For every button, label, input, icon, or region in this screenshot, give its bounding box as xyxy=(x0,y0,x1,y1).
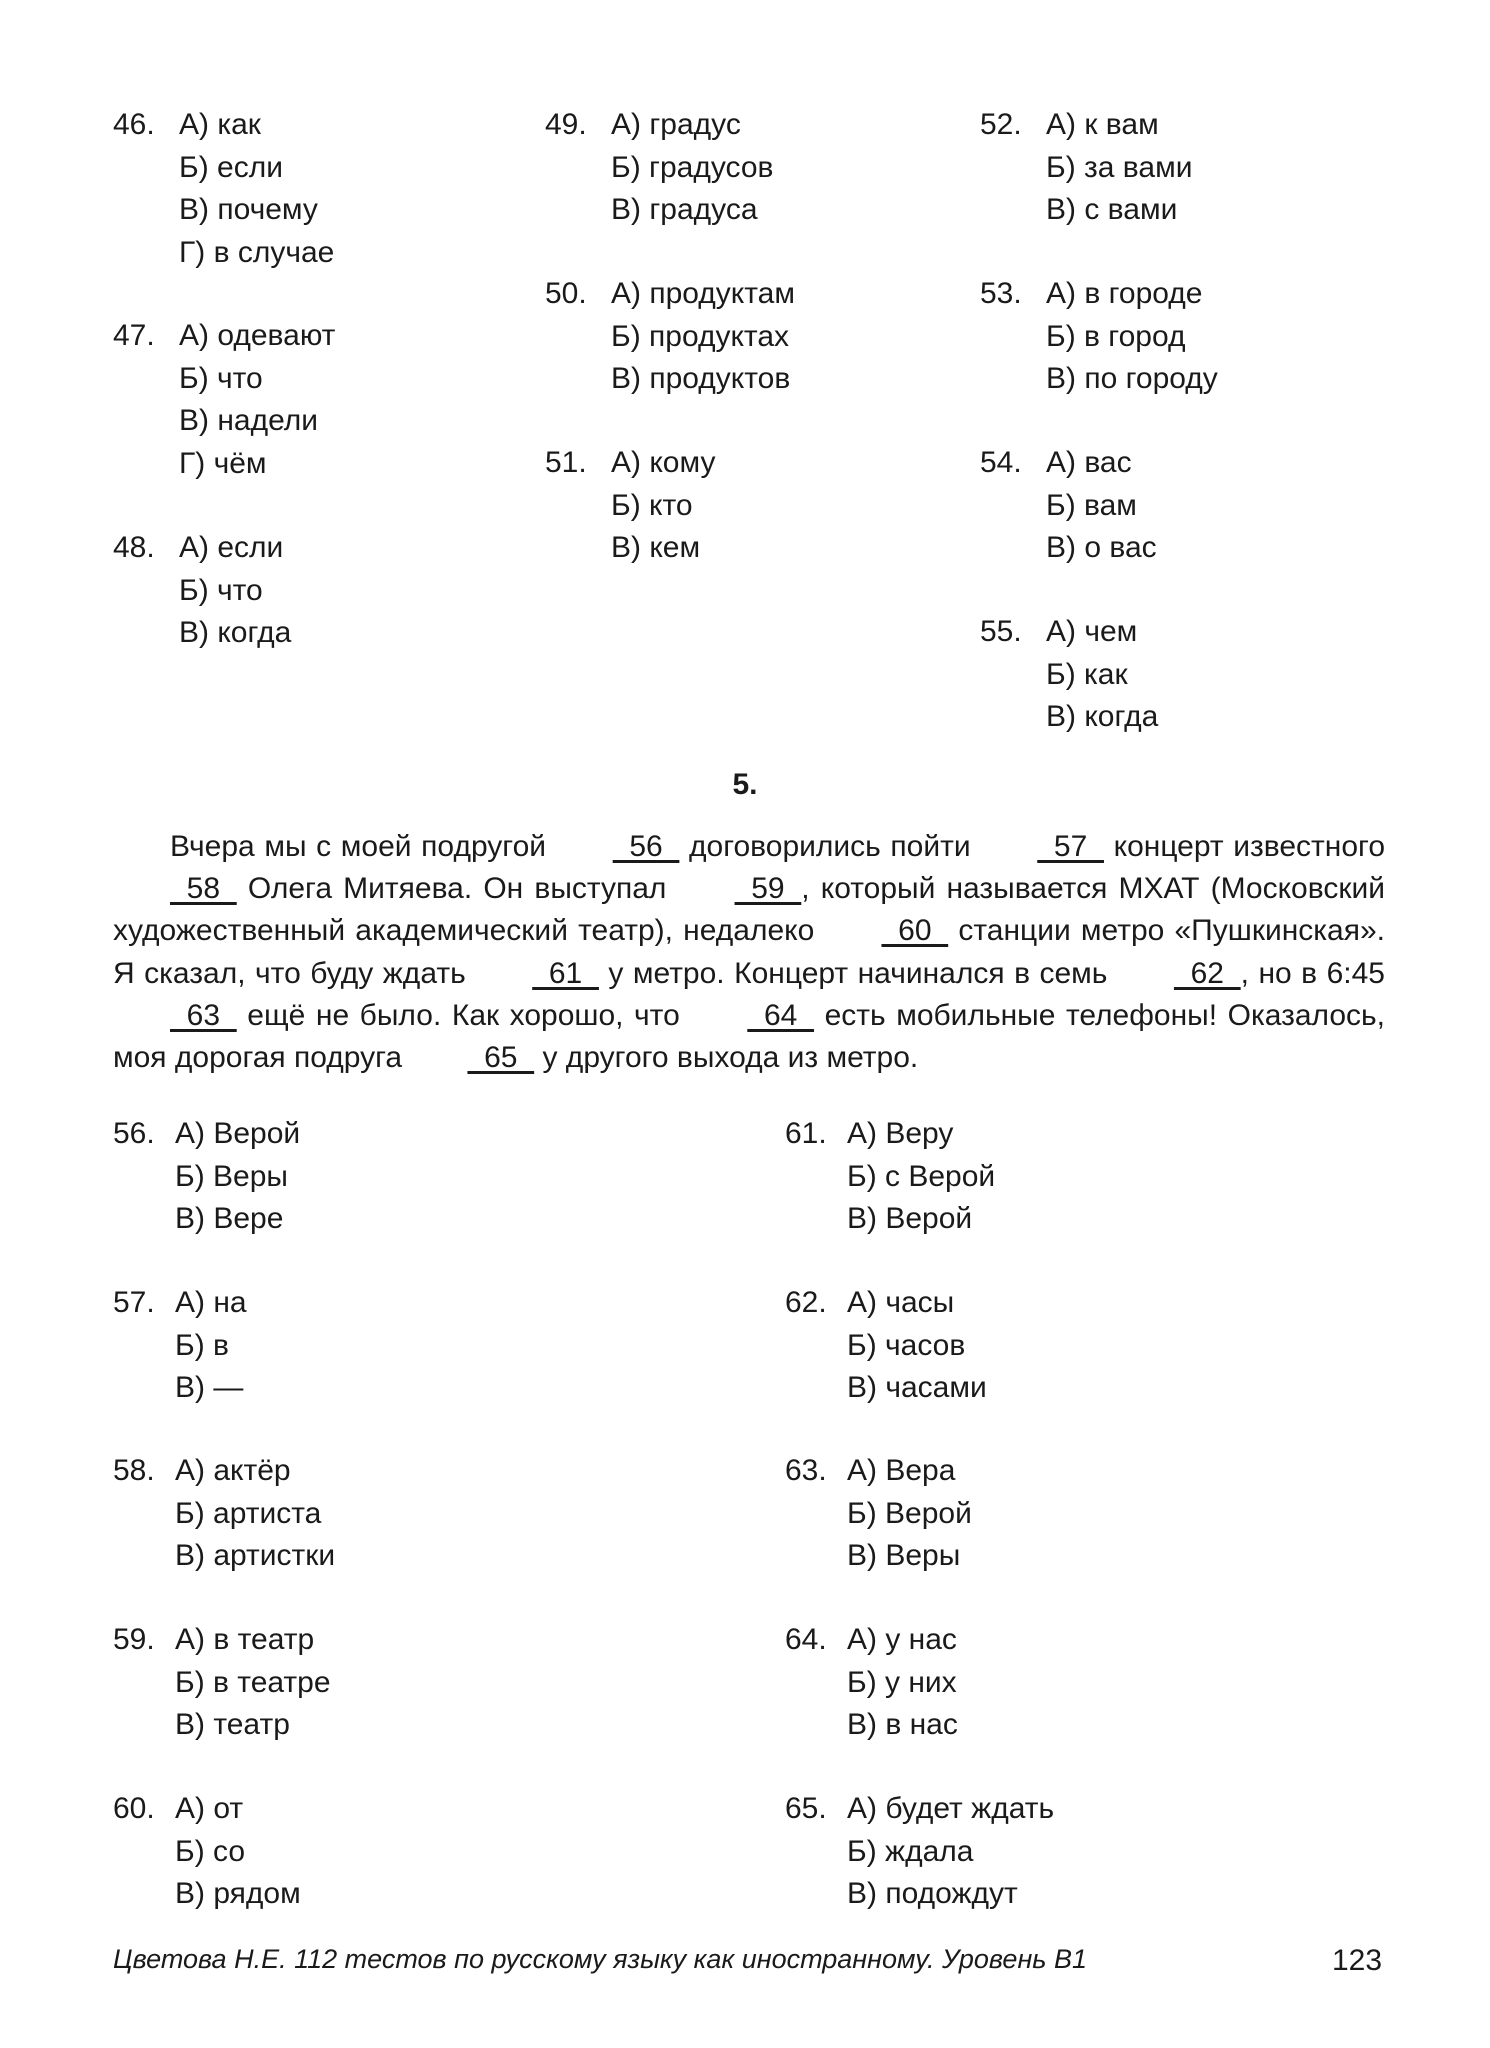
answer-options xyxy=(179,104,334,274)
answer-option: В) по городу xyxy=(1046,362,1218,395)
blank-57: 57 xyxy=(1037,830,1104,863)
blank-61: 61 xyxy=(532,956,599,990)
passage-text-segment: ещё не было. Как хорошо, что xyxy=(236,998,691,1032)
answer-option: Б) градусов xyxy=(611,150,774,184)
question-60 xyxy=(113,1788,301,1916)
question-54 xyxy=(980,442,1157,570)
question-number: 63. xyxy=(785,1454,827,1487)
question-number: 54. xyxy=(980,446,1022,479)
answer-options xyxy=(179,527,291,655)
answer-option: Б) в город xyxy=(1046,319,1186,353)
question-58 xyxy=(113,1450,335,1578)
answer-options xyxy=(847,1113,995,1241)
answer-option: Б) вам xyxy=(1046,488,1137,522)
question-number: 52. xyxy=(980,108,1022,141)
question-number: 56. xyxy=(113,1117,155,1150)
question-number: 55. xyxy=(980,615,1022,648)
question-number: 61. xyxy=(785,1117,827,1150)
question-63 xyxy=(785,1450,972,1578)
blank-64: 64 xyxy=(747,998,815,1032)
answer-option: В) Верой xyxy=(847,1202,973,1235)
answer-option: А) кому xyxy=(611,446,716,479)
answer-option: Б) у них xyxy=(847,1665,957,1699)
answer-option: А) в городе xyxy=(1046,277,1203,310)
answer-option: Б) если xyxy=(179,150,283,184)
answer-option: В) с вами xyxy=(1046,193,1178,226)
question-49 xyxy=(545,104,773,232)
answer-option: В) почему xyxy=(179,193,318,226)
question-64 xyxy=(785,1619,958,1747)
passage-text xyxy=(113,826,1385,1079)
answer-option: В) в нас xyxy=(847,1708,958,1741)
answer-option: В) театр xyxy=(175,1708,290,1741)
answer-options xyxy=(847,1282,987,1410)
question-50 xyxy=(545,273,795,401)
answer-option: А) если xyxy=(179,531,284,564)
question-46 xyxy=(113,104,334,274)
answer-option: В) кем xyxy=(611,531,701,564)
answer-option: А) продуктам xyxy=(611,277,795,310)
answer-option: Б) кто xyxy=(611,488,693,522)
question-47 xyxy=(113,315,335,485)
answer-options xyxy=(1046,273,1218,401)
answer-option: Г) чём xyxy=(179,446,267,480)
blank-65: 65 xyxy=(467,1041,535,1075)
answer-option: А) вас xyxy=(1046,446,1132,479)
answer-option: А) Верой xyxy=(175,1117,301,1150)
answer-option: А) часы xyxy=(847,1286,955,1319)
answer-option: В) Веры xyxy=(847,1539,961,1572)
question-number: 59. xyxy=(113,1623,155,1656)
page-number: 123 xyxy=(1332,1944,1383,1977)
question-number: 57. xyxy=(113,1286,155,1319)
answer-option: В) подождут xyxy=(847,1877,1018,1910)
answer-option: В) артистки xyxy=(175,1539,336,1572)
question-number: 62. xyxy=(785,1286,827,1319)
question-number: 51. xyxy=(545,446,587,479)
answer-option: Б) артиста xyxy=(175,1496,322,1530)
answer-option: В) надели xyxy=(179,404,319,437)
answer-option: В) градуса xyxy=(611,193,758,226)
question-59 xyxy=(113,1619,331,1747)
answer-option: Б) с Верой xyxy=(847,1159,996,1193)
answer-option: А) на xyxy=(175,1286,247,1319)
question-53 xyxy=(980,273,1218,401)
passage-text-segment: Олега Митяева. Он выступал xyxy=(236,872,678,906)
answer-options xyxy=(847,1450,972,1578)
answer-option: Б) как xyxy=(1046,657,1128,691)
blank-62: 62 xyxy=(1173,956,1241,990)
answer-option: В) когда xyxy=(1046,700,1159,733)
answer-option: Б) что xyxy=(179,361,263,395)
question-number: 49. xyxy=(545,108,587,141)
question-number: 48. xyxy=(113,531,155,564)
answer-option: Г) в случае xyxy=(179,235,335,269)
answer-option: А) в театр xyxy=(175,1623,315,1656)
answer-option: А) чем xyxy=(1046,615,1138,648)
question-57 xyxy=(113,1282,247,1410)
blank-58: 58 xyxy=(170,872,237,906)
answer-options xyxy=(175,1450,335,1578)
answer-option: Б) что xyxy=(179,573,263,607)
answer-options xyxy=(1046,442,1157,570)
answer-options xyxy=(611,442,715,570)
question-number: 47. xyxy=(113,319,155,352)
passage-text-segment: у другого выхода из метро. xyxy=(534,1041,919,1075)
question-number: 60. xyxy=(113,1792,155,1825)
question-number: 46. xyxy=(113,108,155,141)
answer-option: Б) часов xyxy=(847,1328,966,1362)
answer-options xyxy=(179,315,335,485)
passage-text-segment: концерт известного xyxy=(1103,830,1386,863)
question-number: 65. xyxy=(785,1792,827,1825)
answer-option: Б) в театре xyxy=(175,1665,331,1699)
question-52 xyxy=(980,104,1192,232)
passage-text-segment: есть мобильные телефоны! Оказалось, моя дорогая подруга xyxy=(113,998,1386,1075)
passage-text-segment: договорились пойти xyxy=(679,830,981,863)
answer-option: В) о вас xyxy=(1046,531,1157,564)
blank-60: 60 xyxy=(881,914,949,948)
answer-option: Б) Верой xyxy=(847,1496,972,1530)
question-61 xyxy=(785,1113,995,1241)
question-number: 50. xyxy=(545,277,587,310)
section-title: 5. xyxy=(732,768,758,801)
answer-option: А) у нас xyxy=(847,1623,957,1656)
answer-option: Б) за вами xyxy=(1046,150,1193,184)
question-51 xyxy=(545,442,715,570)
footer-citation: Цветова Н.Е. 112 тестов по русскому языку как иностранному. Уровень В1 xyxy=(113,1944,1088,1974)
answer-option: В) когда xyxy=(179,616,292,649)
answer-options xyxy=(847,1788,1054,1916)
answer-option: А) градус xyxy=(611,108,741,141)
passage-text-segment: , который называется МХАТ (Московский художественный академический театр), недалеко xyxy=(113,872,1385,948)
question-65 xyxy=(785,1788,1054,1916)
answer-options xyxy=(1046,611,1158,739)
answer-option: В) рядом xyxy=(175,1877,301,1910)
answer-options xyxy=(175,1113,300,1241)
answer-option: Б) Веры xyxy=(175,1159,288,1193)
answer-option: В) — xyxy=(175,1371,244,1404)
question-56 xyxy=(113,1113,300,1241)
answer-options xyxy=(175,1282,247,1410)
answer-option: А) Веру xyxy=(847,1117,954,1150)
question-number: 53. xyxy=(980,277,1022,310)
answer-option: А) Вера xyxy=(847,1454,956,1487)
blank-59: 59 xyxy=(734,872,802,906)
answer-options xyxy=(175,1619,331,1747)
question-48 xyxy=(113,527,291,655)
blank-63: 63 xyxy=(170,998,237,1032)
question-55 xyxy=(980,611,1158,739)
question-number: 58. xyxy=(113,1454,155,1487)
answer-option: А) одевают xyxy=(179,319,336,352)
answer-options xyxy=(1046,104,1192,232)
question-62 xyxy=(785,1282,987,1410)
passage-text-segment: Вчера мы с моей подругой xyxy=(170,830,556,863)
answer-options xyxy=(611,273,795,401)
answer-option: В) продуктов xyxy=(611,362,791,395)
passage-text-segment: у метро. Концерт начинался в семь xyxy=(598,956,1117,990)
answer-options xyxy=(847,1619,958,1747)
answer-option: А) к вам xyxy=(1046,108,1159,141)
answer-options xyxy=(175,1788,301,1916)
answer-option: Б) в xyxy=(175,1328,229,1362)
passage-text-segment: станции метро «Пушкинская». Я сказал, что буду ждать xyxy=(113,914,1385,990)
answer-option: А) как xyxy=(179,108,261,141)
answer-option: А) будет ждать xyxy=(847,1792,1055,1825)
answer-option: Б) со xyxy=(175,1834,246,1868)
answer-options xyxy=(611,104,773,232)
answer-option: А) от xyxy=(175,1792,244,1825)
answer-option: В) часами xyxy=(847,1371,987,1404)
answer-option: Б) продуктах xyxy=(611,319,790,353)
answer-option: Б) ждала xyxy=(847,1834,974,1868)
answer-option: В) Вере xyxy=(175,1202,284,1235)
question-number: 64. xyxy=(785,1623,827,1656)
blank-56: 56 xyxy=(612,830,680,863)
answer-option: А) актёр xyxy=(175,1454,291,1487)
passage-text-segment: , но в 6:45 xyxy=(1240,956,1385,990)
